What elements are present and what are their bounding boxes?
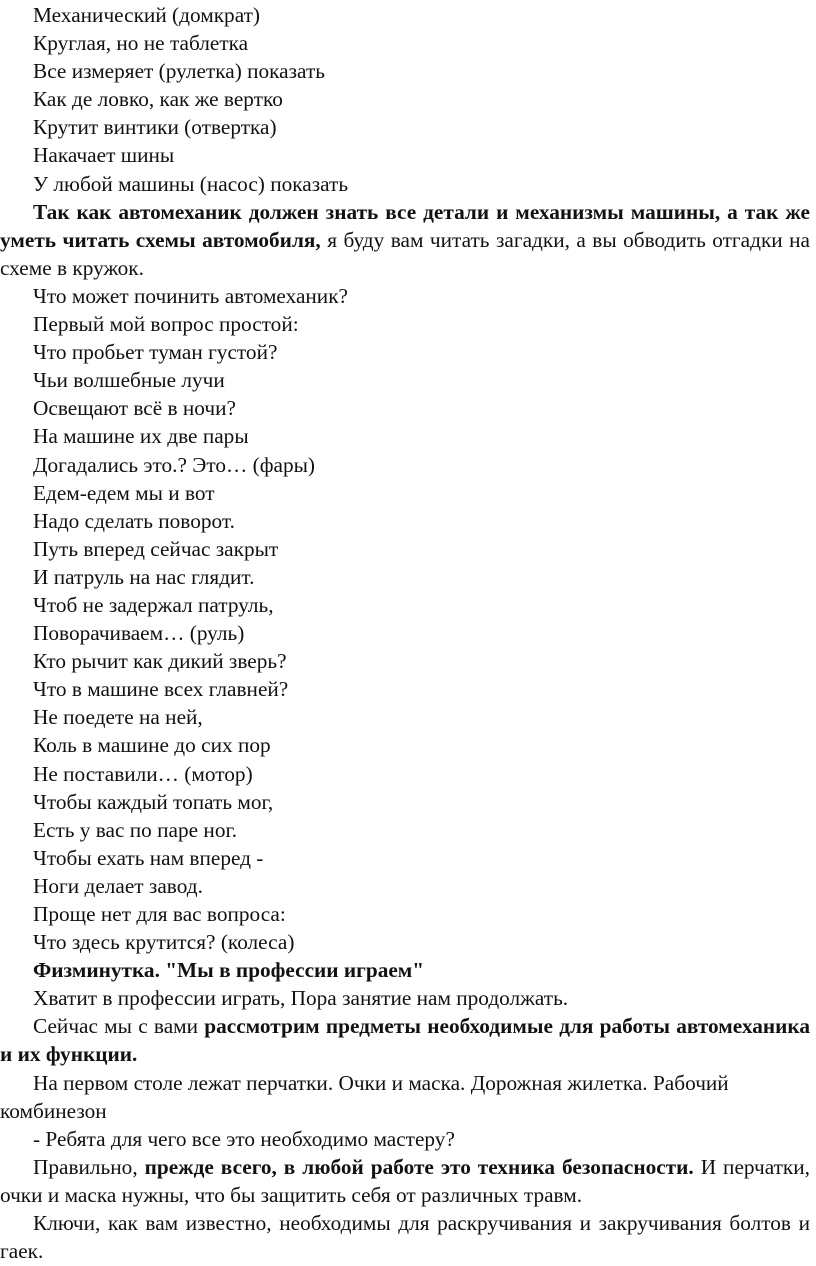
text-line: Путь вперед сейчас закрыт bbox=[33, 536, 279, 561]
correct-paragraph bbox=[0, 1153, 816, 1209]
text-line: Чтобы ехать нам вперед - bbox=[33, 845, 264, 870]
text-line: Освещают всё в ночи? bbox=[33, 396, 236, 421]
consider-bold: рассмотрим предметы необходимые для работы автомеханика и их функции. bbox=[0, 1014, 810, 1067]
intro-bold: Так как автомеханик должен знать все детали и механизмы машины, а так же уметь читать схемы автомобиля, bbox=[0, 199, 810, 252]
fizminutka-text: Физминутка. "Мы в профессии играем" bbox=[33, 958, 425, 983]
text-line: Первый мой вопрос простой: bbox=[33, 312, 299, 337]
text-line: У любой машины (насос) показать bbox=[33, 171, 349, 196]
text-line: Что может починить автомеханик? bbox=[33, 283, 349, 308]
riddle-lines-top bbox=[0, 1, 816, 198]
text-line: Ноги делает завод. bbox=[33, 873, 203, 898]
text-line: Не поедете на ней, bbox=[33, 705, 203, 730]
consider-paragraph bbox=[0, 1012, 816, 1068]
text-line: Кто рычит как дикий зверь? bbox=[33, 649, 287, 674]
intro-normal: я буду вам читать загадки, а вы обводить отгадки на схеме в кружок. bbox=[0, 227, 810, 280]
correct-bold: прежде всего, в любой работе это техника безопасности. bbox=[144, 1154, 694, 1179]
text-line: Крутит винтики (отвертка) bbox=[33, 115, 277, 140]
consider-normal: Сейчас мы с вами bbox=[33, 1014, 205, 1039]
text-line: Чтобы каждый топать мог, bbox=[33, 789, 274, 814]
text-line: Едем-едем мы и вот bbox=[33, 480, 215, 505]
intro-paragraph bbox=[0, 198, 816, 282]
text-line: Чьи волшебные лучи bbox=[33, 368, 225, 393]
first-table-paragraph: На первом столе лежат перчатки. Очки и маска. Дорожная жилетка. Рабочий комбинезон bbox=[0, 1070, 729, 1123]
keys-paragraph: Ключи, как вам известно, необходимы для раскручивания и закручивания болтов и гаек. bbox=[0, 1211, 810, 1264]
text-line: Есть у вас по паре ног. bbox=[33, 817, 238, 842]
text-line: Коль в машине до сих пор bbox=[33, 733, 271, 758]
text-line: Что здесь крутится? (колеса) bbox=[33, 930, 295, 955]
text-line: Чтоб не задержал патруль, bbox=[33, 592, 274, 617]
text-line: Проще нет для вас вопроса: bbox=[33, 902, 286, 926]
text-line: Накачает шины bbox=[33, 143, 175, 168]
text-line: Круглая, но не таблетка bbox=[33, 31, 249, 56]
text-line: Механический (домкрат) bbox=[33, 3, 260, 27]
text-line: Как де ловко, как же вертко bbox=[33, 87, 283, 112]
text-line: Догадались это.? Это… (фары) bbox=[33, 452, 316, 477]
text-line: Надо сделать поворот. bbox=[33, 508, 235, 533]
text-line: На машине их две пары bbox=[33, 424, 249, 449]
text-line: Поворачиваем… (руль) bbox=[33, 621, 245, 646]
enough-paragraph: Хватит в профессии играть, Пора занятие нам продолжать. bbox=[33, 986, 569, 1011]
question-paragraph: - Ребята для чего все это необходимо мастеру? bbox=[33, 1126, 455, 1151]
fizminutka-heading bbox=[0, 956, 816, 984]
riddle-lines bbox=[0, 282, 816, 956]
text-line: И патруль на нас глядит. bbox=[33, 564, 255, 589]
text-line: Не поставили… (мотор) bbox=[33, 761, 253, 786]
text-line: Что пробьет туман густой? bbox=[33, 340, 278, 365]
correct-normal-end: И перчатки, очки и маска нужны, что бы защитить себя от различных травм. bbox=[0, 1154, 810, 1207]
correct-normal-start: Правильно, bbox=[33, 1154, 145, 1179]
text-line: Все измеряет (рулетка) показать bbox=[33, 59, 325, 84]
text-line: Что в машине всех главней? bbox=[33, 677, 289, 702]
